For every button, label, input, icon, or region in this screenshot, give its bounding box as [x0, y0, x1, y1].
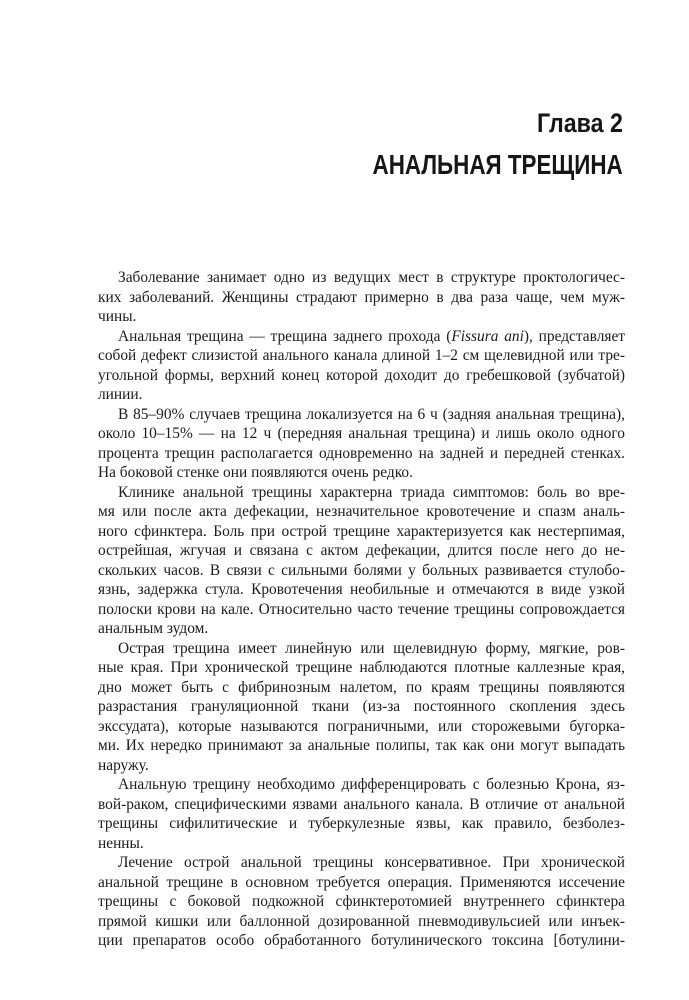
paragraph-3: [98, 405, 625, 483]
text-line: Острая трещина имеет линейную или щелевидную форму, мягкие, ров-: [118, 639, 625, 657]
text-line: ные края. При хронической трещине наблюдаются плотные каллезные края,: [98, 659, 625, 676]
text-line: экссудата), которые называются пограничными, или сторожевыми бугорка-: [98, 717, 625, 735]
text-line: вой-раком, специфическими язвами анального канала. В отличие от анальной: [98, 795, 625, 813]
text-line: ции препаратов особо обработанного ботулинического токсина [ботулини-: [98, 932, 625, 949]
text-line: анальной трещине в основном требуется операция. Применяются иссечение: [98, 873, 625, 891]
text-line: трещины с боковой подкожной сфинктеротомией внутреннего сфинктера: [98, 893, 625, 910]
text-line: В 85–90% случаев трещина локализуется на 6 ч (задняя анальная трещина),: [118, 405, 625, 423]
chapter-title: АНАЛЬНАЯ ТРЕЩИНА: [372, 149, 623, 180]
paragraph-1: [98, 268, 625, 327]
text-line: Анальную трещину необходимо дифференцировать с болезнью Крона, яз-: [118, 776, 625, 793]
text-line: Клинике анальной трещины характерна триада симптомов: боль во вре-: [118, 483, 625, 501]
text-line: наружу.: [98, 756, 149, 774]
paragraph-5: [98, 639, 625, 776]
chapter-body: [98, 268, 625, 951]
chapter-number: Глава 2: [537, 108, 623, 138]
text-line: дно может быть с фибринозным налетом, по краям трещины появляются: [98, 678, 625, 696]
paragraph-4: [98, 483, 625, 639]
text-line: скольких часов. В связи с сильными болями у больных развивается стулобо-: [98, 561, 625, 579]
text-line: ми. Их нередко принимают за анальные полипы, так как они могут выпадать: [98, 737, 625, 754]
text-line: острейшая, жгучая и связана с актом дефекации, длится после него до не-: [98, 542, 625, 559]
text-line: около 10–15% — на 12 ч (передняя анальная трещина) и лишь около одного: [98, 425, 625, 442]
text-line: Лечение острой анальной трещины консервативное. При хронической: [118, 854, 625, 871]
text-line: ненны.: [98, 834, 144, 852]
text-line: анальным зудом.: [98, 620, 209, 637]
text-line: разрастания грануляционной ткани (из-за постоянного скопления здесь: [98, 698, 625, 715]
paragraph-2: [98, 327, 625, 405]
latin-term: Fissura ani: [451, 327, 524, 345]
text-line: Заболевание занимает одно из ведущих мест в структуре проктологичес-: [118, 269, 625, 286]
text-line: мя или после акта дефекации, незначительное кровотечение и спазм аналь-: [98, 503, 625, 520]
text-line: трещины сифилитические и туберкулезные язвы, как правило, безболез-: [98, 815, 625, 832]
text-line: язнь, задержка стула. Кровотечения необильные и отмечаются в виде узкой: [98, 581, 625, 598]
text-line: линии.: [98, 386, 143, 403]
text-line: ного сфинктера. Боль при острой трещине характеризуется как нестерпимая,: [98, 522, 625, 540]
text-line: прямой кишки или баллонной дозированной пневмодивульсией или инъек-: [98, 912, 625, 930]
text-line: На боковой стенке они появляются очень редко.: [98, 464, 413, 481]
text-line: собой дефект слизистой анального канала длиной 1–2 см щелевидной или тре-: [98, 347, 625, 364]
text-line: полоски крови на кале. Относительно часто течение трещины сопровождается: [98, 600, 625, 618]
text-line: ких заболеваний. Женщины страдают примерно в два раза чаще, чем муж-: [98, 288, 625, 306]
text-line: угольной формы, верхний конец которой доходит до гребешковой (зубчатой): [98, 366, 625, 384]
text-line: чины.: [98, 308, 137, 325]
text-line: Анальная трещина — трещина заднего прохода (Fissura ani), представляет: [118, 327, 626, 345]
paragraph-6: [98, 775, 625, 853]
paragraph-7: [98, 853, 625, 951]
text-line: процента трещин располагается одновременно на задней и передней стенках.: [98, 444, 625, 462]
